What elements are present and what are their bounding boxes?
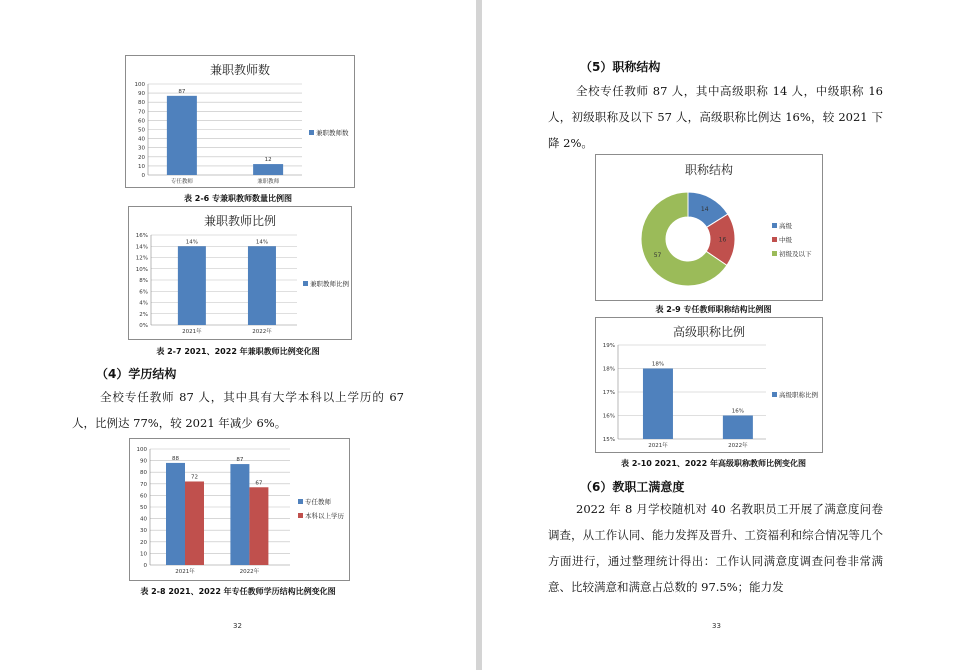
legend-swatch: [298, 513, 303, 518]
chart-legend: [298, 497, 344, 525]
data-label: 87: [236, 457, 244, 464]
x-tick-label: 兼职教师: [257, 179, 280, 185]
y-tick-label: 100: [134, 82, 145, 88]
y-tick-label: 10: [140, 551, 147, 558]
y-tick-label: 16%: [135, 233, 148, 239]
chart-part-time-teacher-count: [125, 55, 355, 188]
legend-item: [303, 279, 349, 288]
section-paragraph: 全校专任教师 87 人，其中高级职称 14 人，中级职称 16 人，初级职称及以下 57 人，高级职称比例达 16%，较 2021 下降 2%。: [548, 84, 883, 150]
x-tick-label: 2022年: [728, 443, 748, 449]
page-number: 33: [712, 622, 721, 630]
y-tick-label: 90: [140, 458, 147, 465]
legend-label: 高级职称比例: [779, 391, 818, 399]
y-tick-label: 14%: [135, 244, 148, 251]
section-paragraph: 全校专任教师 87 人，其中具有大学本科以上学历的 67 人，比例达 77%，较 2021 年减少 6%。: [72, 390, 404, 430]
y-tick-label: 12%: [135, 255, 148, 262]
x-tick-label: 2022年: [252, 329, 272, 335]
y-tick-label: 40: [138, 136, 145, 143]
bar: [178, 246, 206, 325]
data-label: 67: [255, 480, 263, 487]
data-label: 16%: [731, 408, 744, 415]
data-label: 18%: [651, 361, 665, 368]
legend-label: 中级: [779, 236, 792, 244]
legend-label: 高级: [779, 222, 792, 230]
legend-label: 兼职教师比例: [310, 280, 349, 288]
y-tick-label: 10%: [135, 266, 148, 273]
legend-item: [772, 249, 812, 258]
legend-swatch: [298, 499, 303, 504]
y-tick-label: 20: [138, 154, 145, 161]
legend-item: [298, 497, 344, 506]
legend-item: [772, 221, 812, 230]
y-tick-label: 90: [138, 91, 145, 98]
data-label: 88: [172, 455, 179, 462]
section-paragraph: 2022 年 8 月学校随机对 40 名教职员工开展了满意度问卷调查，从工作认同、能力发挥及晋升、工资福利和综合情况等几个方面进行，通过整理统计得出：工作认同满意度调查问卷非常满意、比较满意和满意占总数的 97.5%；能力发: [548, 502, 883, 594]
legend-swatch: [772, 251, 777, 256]
y-tick-label: 0: [143, 563, 147, 569]
data-label: 72: [191, 474, 198, 481]
legend-item: [772, 390, 818, 399]
y-tick-label: 40: [140, 516, 147, 523]
legend-item: [772, 235, 812, 244]
y-tick-label: 50: [140, 505, 147, 511]
legend-label: 兼职教师数: [316, 129, 349, 137]
data-label: 87: [178, 88, 186, 95]
data-label: 14%: [185, 239, 198, 246]
chart-legend: [309, 128, 349, 142]
chart-legend: [772, 390, 818, 404]
bar: [253, 164, 283, 175]
chart-title: 兼职教师数: [209, 63, 270, 77]
y-tick-label: 60: [138, 118, 145, 125]
legend-swatch: [303, 281, 308, 286]
chart-senior-title-ratio: [595, 317, 823, 453]
legend-item: [309, 128, 349, 137]
bar: [167, 96, 197, 175]
bar: [230, 464, 249, 565]
y-tick-label: 0: [141, 173, 145, 179]
y-tick-label: 17%: [602, 390, 615, 396]
y-tick-label: 15%: [602, 437, 615, 443]
chart-title: 兼职教师比例: [203, 214, 276, 228]
legend-label: 专任教师: [305, 498, 331, 506]
bar: [248, 246, 276, 325]
bar: [185, 481, 204, 565]
figure-caption: 表 2-7 2021、2022 年兼职教师比例变化图: [156, 347, 320, 356]
bar: [723, 416, 753, 440]
section-heading: （5）职称结构: [580, 60, 661, 74]
y-tick-label: 6%: [139, 289, 148, 296]
y-tick-label: 10: [138, 163, 145, 170]
y-tick-label: 4%: [139, 300, 148, 307]
document-page-32: [0, 0, 476, 670]
legend-item: [298, 511, 344, 520]
y-tick-label: 50: [138, 127, 145, 134]
chart-canvas: [126, 56, 354, 187]
x-tick-label: 2021年: [648, 443, 668, 449]
data-label: 14: [700, 205, 709, 213]
y-tick-label: 18%: [602, 366, 615, 373]
y-tick-label: 30: [138, 145, 145, 152]
legend-swatch: [772, 237, 777, 242]
y-tick-label: 80: [140, 470, 147, 477]
data-label: 57: [653, 252, 662, 260]
legend-label: 初级及以下: [779, 250, 812, 258]
data-label: 12: [264, 157, 272, 164]
figure-caption: 表 2-10 2021、2022 年高级职称教师比例变化图: [621, 459, 806, 468]
bar: [166, 463, 185, 565]
chart-part-time-teacher-ratio: [128, 206, 352, 340]
legend-swatch: [772, 392, 777, 397]
legend-label: 本科以上学历: [305, 512, 344, 520]
chart-title: 高级职称比例: [672, 325, 745, 339]
data-label: 14%: [255, 239, 269, 246]
data-label: 16: [718, 236, 727, 244]
chart-legend: [772, 221, 812, 263]
document-page-33: [482, 0, 961, 670]
y-tick-label: 60: [140, 493, 147, 500]
y-tick-label: 100: [136, 447, 147, 453]
chart-education-structure: [129, 438, 350, 581]
legend-swatch: [772, 223, 777, 228]
bar: [249, 487, 268, 565]
figure-caption: 表 2-6 专兼职教师数量比例图: [183, 194, 293, 203]
y-tick-label: 20: [140, 539, 147, 546]
y-tick-label: 0%: [139, 323, 148, 329]
section-heading: （6）教职工满意度: [580, 480, 685, 494]
figure-caption: 表 2-8 2021、2022 年专任教师学历结构比例变化图: [140, 587, 336, 596]
y-tick-label: 19%: [602, 343, 615, 349]
page-number: 32: [233, 622, 242, 630]
chart-title-structure: [595, 154, 823, 301]
x-tick-label: 专任教师: [170, 179, 193, 185]
chart-legend: [303, 279, 349, 293]
x-tick-label: 2021年: [175, 569, 195, 575]
chart-title: 职称结构: [684, 163, 733, 177]
y-tick-label: 16%: [602, 413, 615, 420]
y-tick-label: 70: [138, 109, 145, 116]
y-tick-label: 30: [140, 528, 147, 535]
chart-canvas: [596, 318, 822, 452]
legend-swatch: [309, 130, 314, 135]
section-heading: （4）学历结构: [96, 367, 177, 381]
figure-caption: 表 2-9 专任教师职称结构比例图: [655, 305, 772, 314]
y-tick-label: 70: [140, 481, 147, 488]
y-tick-label: 2%: [139, 311, 148, 318]
chart-canvas: [129, 207, 351, 339]
y-tick-label: 8%: [139, 278, 148, 284]
y-tick-label: 80: [138, 100, 145, 107]
x-tick-label: 2022年: [239, 569, 260, 575]
bar: [643, 369, 673, 440]
x-tick-label: 2021年: [182, 329, 202, 335]
